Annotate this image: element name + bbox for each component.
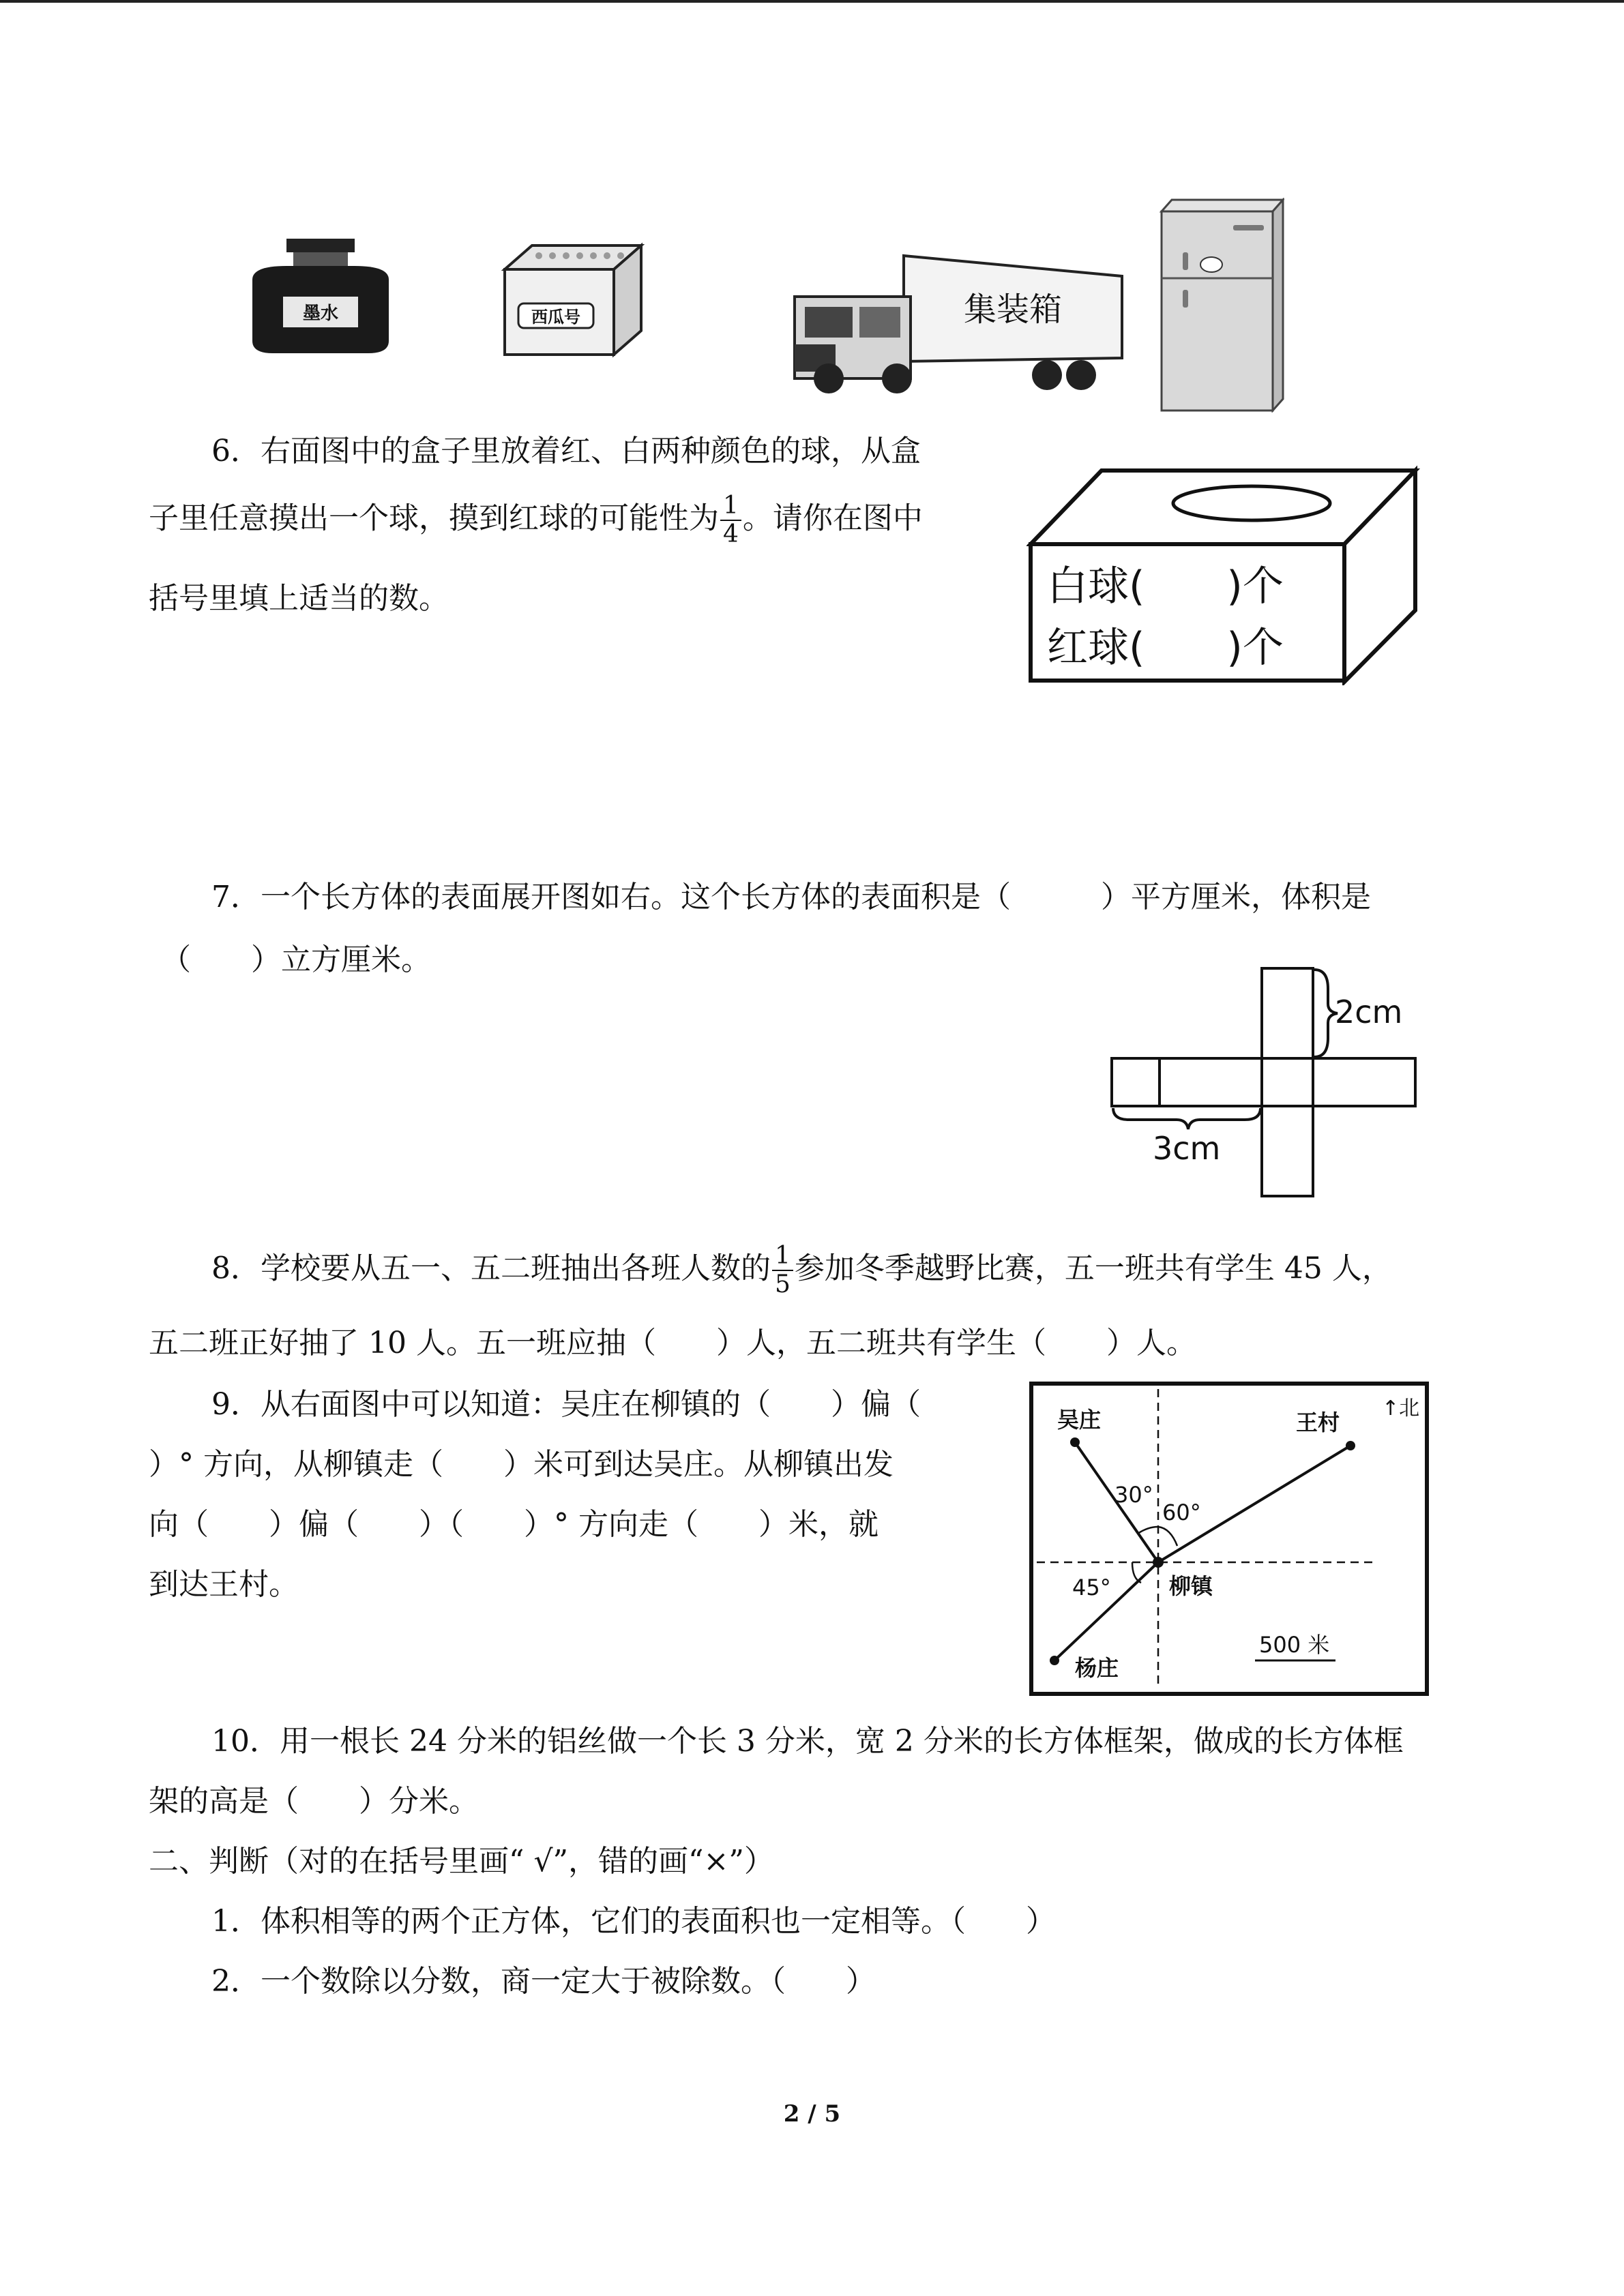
map-angle60: 60° — [1162, 1500, 1201, 1525]
map-yangzhuang: 杨庄 — [1075, 1655, 1119, 1681]
q9-line2: ）° 方向，从柳镇走（ ）米可到达吴庄。从柳镇出发 — [149, 1447, 894, 1482]
box-red-label: 红球( )个 — [1047, 624, 1284, 672]
fridge-image — [1158, 198, 1284, 413]
cube-box-image — [501, 242, 645, 358]
map-angle30: 30° — [1114, 1482, 1153, 1508]
q8-line2: 五二班正好抽了 10 人。五一班应抽（ ）人，五二班共有学生（ ）人。 — [149, 1326, 1196, 1360]
ball-box-figure — [1027, 464, 1422, 685]
q8-line1-b: 参加冬季越野比赛，五一班共有学生 45 人， — [794, 1251, 1392, 1286]
q8-frac-num: 1 — [772, 1242, 793, 1271]
q6-line3: 括号里填上适当的数。 — [149, 581, 449, 616]
q6-line2-a: 子里任意摸出一个球，摸到红球的可能性为 — [149, 501, 719, 536]
direction-map — [1029, 1381, 1431, 1698]
map-scale: 500 米 — [1259, 1632, 1330, 1658]
q7-line1: 7．一个长方体的表面展开图如右。这个长方体的表面积是（ ）平方厘米，体积是 — [211, 880, 1371, 914]
q6-line1: 6．右面图中的盒子里放着红、白两种颜色的球，从盒 — [211, 434, 921, 468]
q7-line2: （ ）立方厘米。 — [161, 942, 431, 977]
map-liuzhen: 柳镇 — [1169, 1573, 1213, 1599]
q6-frac-num: 1 — [720, 492, 741, 521]
map-wangcun: 王村 — [1296, 1410, 1340, 1435]
q6-frac-den: 4 — [723, 520, 739, 548]
top-rule — [0, 0, 1624, 3]
q6-fraction — [720, 492, 741, 548]
judge-item1: 1．体积相等的两个正方体，它们的表面积也一定相等。（ ） — [211, 1904, 1056, 1939]
q9-line1: 9．从右面图中可以知道：吴庄在柳镇的（ ）偏（ — [211, 1387, 921, 1422]
truck-label: 集装箱 — [963, 290, 1063, 329]
map-wuzhuang: 吴庄 — [1057, 1407, 1102, 1433]
map-angle45: 45° — [1072, 1575, 1111, 1600]
cube-label: 西瓜号 — [531, 308, 580, 327]
net-diagram — [1108, 961, 1422, 1200]
ink-label: 墨水 — [302, 303, 339, 324]
q8-line1 — [211, 1242, 1392, 1298]
judge-item2: 2．一个数除以分数，商一定大于被除数。（ ） — [211, 1964, 876, 1999]
q8-line1-a: 8．学校要从五一、五二班抽出各班人数的 — [211, 1251, 771, 1286]
label-2cm: 2cm — [1335, 994, 1403, 1030]
q9-line3: 向（ ）偏（ ）（ ）° 方向走（ ）米，就 — [149, 1507, 879, 1542]
section2-title: 二、判断（对的在括号里画“ √”，错的画“×”） — [149, 1844, 774, 1879]
q6-line2 — [149, 492, 923, 548]
q8-fraction — [772, 1242, 793, 1298]
q10-line2: 架的高是（ ）分米。 — [149, 1784, 479, 1819]
q10-line1: 10．用一根长 24 分米的铝丝做一个长 3 分米，宽 2 分米的长方体框架，做成的长方体框 — [211, 1724, 1404, 1759]
box-white-label: 白球( )个 — [1047, 563, 1284, 610]
page-number: 2 / 5 — [783, 2100, 841, 2128]
q6-line2-b: 。请你在图中 — [742, 501, 923, 536]
q9-line4: 到达王村。 — [149, 1567, 299, 1602]
ink-bottle-image — [246, 239, 396, 355]
map-north: ↑北 — [1382, 1397, 1420, 1420]
q8-frac-den: 5 — [775, 1270, 791, 1298]
truck-image — [788, 249, 1129, 396]
label-3cm: 3cm — [1153, 1130, 1221, 1167]
